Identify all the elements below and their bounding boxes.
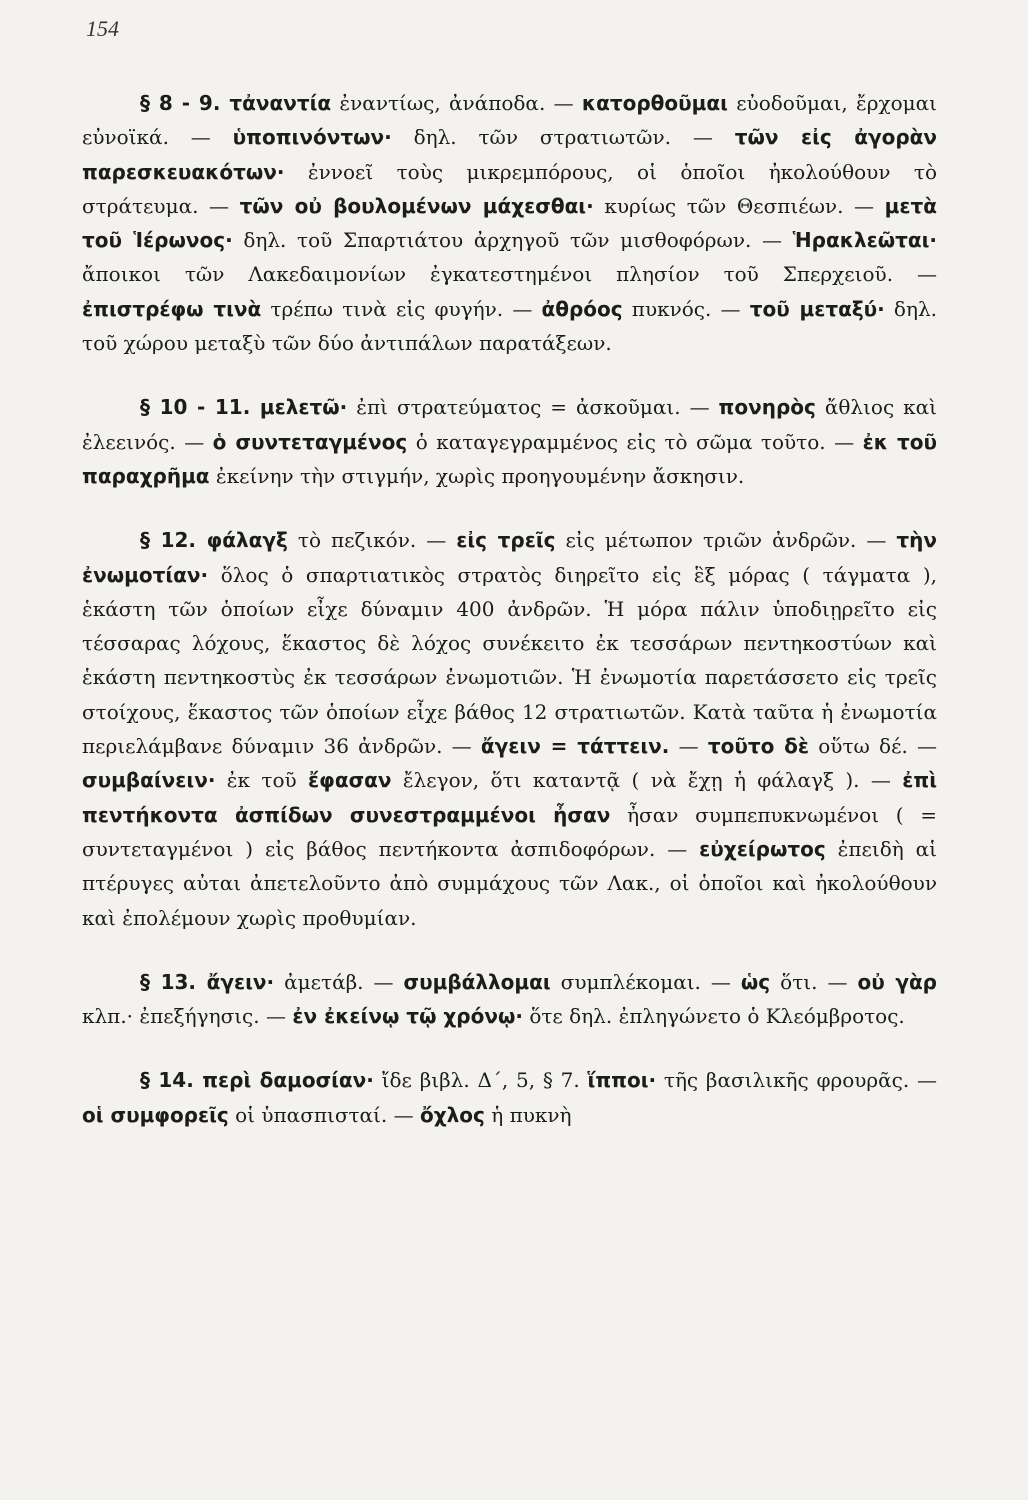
gloss-text: τὸ πεζικόν. — — [287, 528, 457, 553]
gloss-text: ὅτι. — — [770, 969, 858, 994]
gloss-text: εὐοδοῦμαι, ἔρχομαι εὐνοϊκά. — — [82, 91, 937, 150]
lemma-term: τῶν εἰς ἀγορὰν παρεσκευακότων· — [82, 125, 937, 184]
lemma-term: § 14. — [140, 1068, 203, 1093]
lemma-term: οὐ γὰρ — [857, 969, 937, 994]
gloss-text: οἱ ὑπασπισταί. — — [228, 1102, 420, 1127]
gloss-text: οὕτω δέ. — — [809, 734, 938, 759]
lemma-term: ὑποπινόντων· — [232, 125, 392, 150]
gloss-text: — — [669, 734, 708, 759]
commentary-text — [82, 86, 937, 1162]
lemma-term: πονηρὸς — [718, 395, 816, 420]
gloss-text: εἰς μέτωπον τριῶν ἀνδρῶν. — — [555, 528, 897, 553]
gloss-text: δηλ. τῶν στρατιωτῶν. — — [391, 125, 735, 150]
gloss-text: ὅλος ὁ σπαρτιατικὸς στρατὸς διηρεῖτο εἰς ἓξ μόρας ( τάγματα ), ἑκάστη τῶν ὁποίων εἶχε δύναμιν 400 ἀνδρῶν. Ἡ μόρα πάλιν ὑποδιῃρεῖτο εἰς τέσσαρας λόχους, ἕκαστος δὲ λόχος συνέκειτο ἐκ τεσσάρων πεντηκοστύων καὶ ἑκάστη πεντηκοστὺς ἐκ τεσσάρων ἐνωμοτιῶν. Ἡ ἐνωμοτία παρετάσσετο εἰς τρεῖς στοίχους, ἕκαστος τῶν ὁποίων εἶχε βάθος 12 στρατιωτῶν. Κατὰ ταῦτα ἡ ἐνωμοτία περιελάμβανε δύναμιν 36 ἀνδρῶν. — — [82, 562, 937, 759]
lemma-term: ἵπποι· — [587, 1068, 657, 1093]
lemma-term: ἐπιστρέφω τινὰ — [82, 296, 262, 321]
paragraph — [82, 390, 937, 493]
lemma-term: οἱ συμφορεῖς — [82, 1102, 229, 1127]
lemma-term: Ἡρακλεῶται· — [792, 228, 938, 253]
lemma-term: τὴν ἐνωμοτίαν· — [82, 528, 938, 587]
lemma-term: ἄγειν· — [206, 969, 275, 994]
gloss-text: ἔλεγον, ὅτι καταντᾷ ( νὰ ἔχῃ ἡ φάλαγξ ). — — [391, 768, 903, 793]
lemma-term: ἐκ τοῦ παραχρῆμα — [82, 429, 937, 488]
gloss-text: ἦσαν συμπεπυκνωμένοι ( = συντεταγμένοι ) εἰς βάθος πεντήκοντα ἀσπιδοφόρων. — — [82, 802, 937, 861]
gloss-text: ἡ πυκνὴ — [484, 1102, 572, 1127]
lemma-term: ἀθρόος — [541, 296, 623, 321]
gloss-text: κυρίως τῶν Θεσπιέων. — — [593, 193, 885, 218]
gloss-text: ἄθλιος καὶ ἐλεεινός. — — [82, 395, 937, 454]
lemma-term: κατορθοῦμαι — [581, 91, 728, 115]
gloss-text: ἄποικοι τῶν Λακεδαιμονίων ἐγκατεστημένοι πλησίον τοῦ Σπερχειοῦ. — — [82, 262, 937, 287]
lemma-term: συμβάλλομαι — [403, 969, 551, 994]
lemma-term: περὶ δαμοσίαν· — [202, 1068, 374, 1093]
lemma-term: ἐπὶ πεντήκοντα ἀσπίδων συνεστραμμένοι ἦσαν — [82, 768, 937, 827]
paragraph — [82, 1063, 937, 1132]
lemma-term: τἀναντία — [229, 91, 332, 115]
lemma-term: μελετῶ· — [259, 395, 348, 420]
gloss-text: ἐκ τοῦ — [215, 768, 309, 793]
lemma-term: εὐχείρωτος — [699, 836, 826, 861]
gloss-text: τρέπω τινὰ εἰς φυγήν. — — [261, 296, 542, 321]
paragraph — [82, 86, 937, 360]
paragraph — [82, 523, 937, 935]
gloss-text: πυκνός. — — [622, 296, 750, 321]
lemma-term: § 12. — [140, 528, 207, 553]
gloss-text: ἐκείνην τὴν στιγμήν, χωρὶς προηγουμένην ἄσκησιν. — [209, 463, 745, 488]
lemma-term: τοῦτο δὲ — [707, 734, 810, 759]
gloss-text: ἴδε βιβλ. Δ΄, 5, § 7. — [373, 1068, 588, 1093]
lemma-term: ἐν ἐκείνῳ τῷ χρόνῳ· — [292, 1004, 523, 1029]
gloss-text: ἐννοεῖ τοὺς μικρεμπόρους, οἱ ὁποῖοι ἠκολούθουν τὸ στράτευμα. — — [82, 159, 937, 218]
lemma-term: ὁ συντεταγμένος — [212, 429, 408, 454]
lemma-term: ἄγειν = τάττειν. — [480, 734, 670, 759]
lemma-term: ὄχλος — [419, 1102, 485, 1127]
lemma-term: συμβαίνειν· — [82, 768, 216, 793]
lemma-term: ἔφασαν — [308, 768, 392, 793]
gloss-text: ἀμετάβ. — — [274, 969, 404, 994]
gloss-text: ὁ καταγεγραμμένος εἰς τὸ σῶμα τοῦτο. — — [407, 429, 863, 454]
gloss-text: συμπλέκομαι. — — [550, 969, 741, 994]
gloss-text: ἐναντίως, ἀνάποδα. — — [331, 91, 582, 115]
gloss-text: ἐπειδὴ αἱ πτέρυγες αὐται ἀπετελοῦντο ἀπὸ συμμάχους τῶν Λακ., οἱ ὁποῖοι καὶ ἠκολούθουν καὶ ἐπολέμουν χωρὶς προθυμίαν. — [82, 836, 937, 930]
page-number: 154 — [86, 16, 119, 41]
lemma-term: εἰς τρεῖς — [456, 528, 556, 553]
gloss-text: ὅτε δηλ. ἐπληγώνετο ὁ Κλεόμβροτος. — [522, 1004, 905, 1029]
lemma-term: τῶν οὐ βουλομένων μάχεσθαι· — [239, 193, 594, 218]
lemma-term: § 13. — [140, 969, 207, 994]
lemma-term: τοῦ μεταξύ· — [749, 296, 885, 321]
gloss-text: ἐπὶ στρατεύματος = ἀσκοῦμαι. — — [347, 395, 719, 420]
lemma-term: ὡς — [740, 969, 771, 994]
gloss-text: δηλ. τοῦ Σπαρτιάτου ἀρχηγοῦ τῶν μισθοφόρων. — — [232, 228, 793, 253]
lemma-term: μετὰ τοῦ Ἱέρωνος· — [82, 193, 938, 253]
paragraph — [82, 965, 937, 1034]
gloss-text: κλπ.· ἐπεξήγησις. — — [82, 1004, 293, 1029]
lemma-term: § 10 - 11. — [140, 395, 260, 420]
gloss-text: τῆς βασιλικῆς φρουρᾶς. — — [656, 1068, 937, 1093]
gloss-text: δηλ. τοῦ χώρου μεταξὺ τῶν δύο ἀντιπάλων παρατάξεων. — [82, 296, 937, 356]
lemma-term: φάλαγξ — [206, 528, 288, 553]
lemma-term: § 8 - 9. — [140, 91, 230, 115]
